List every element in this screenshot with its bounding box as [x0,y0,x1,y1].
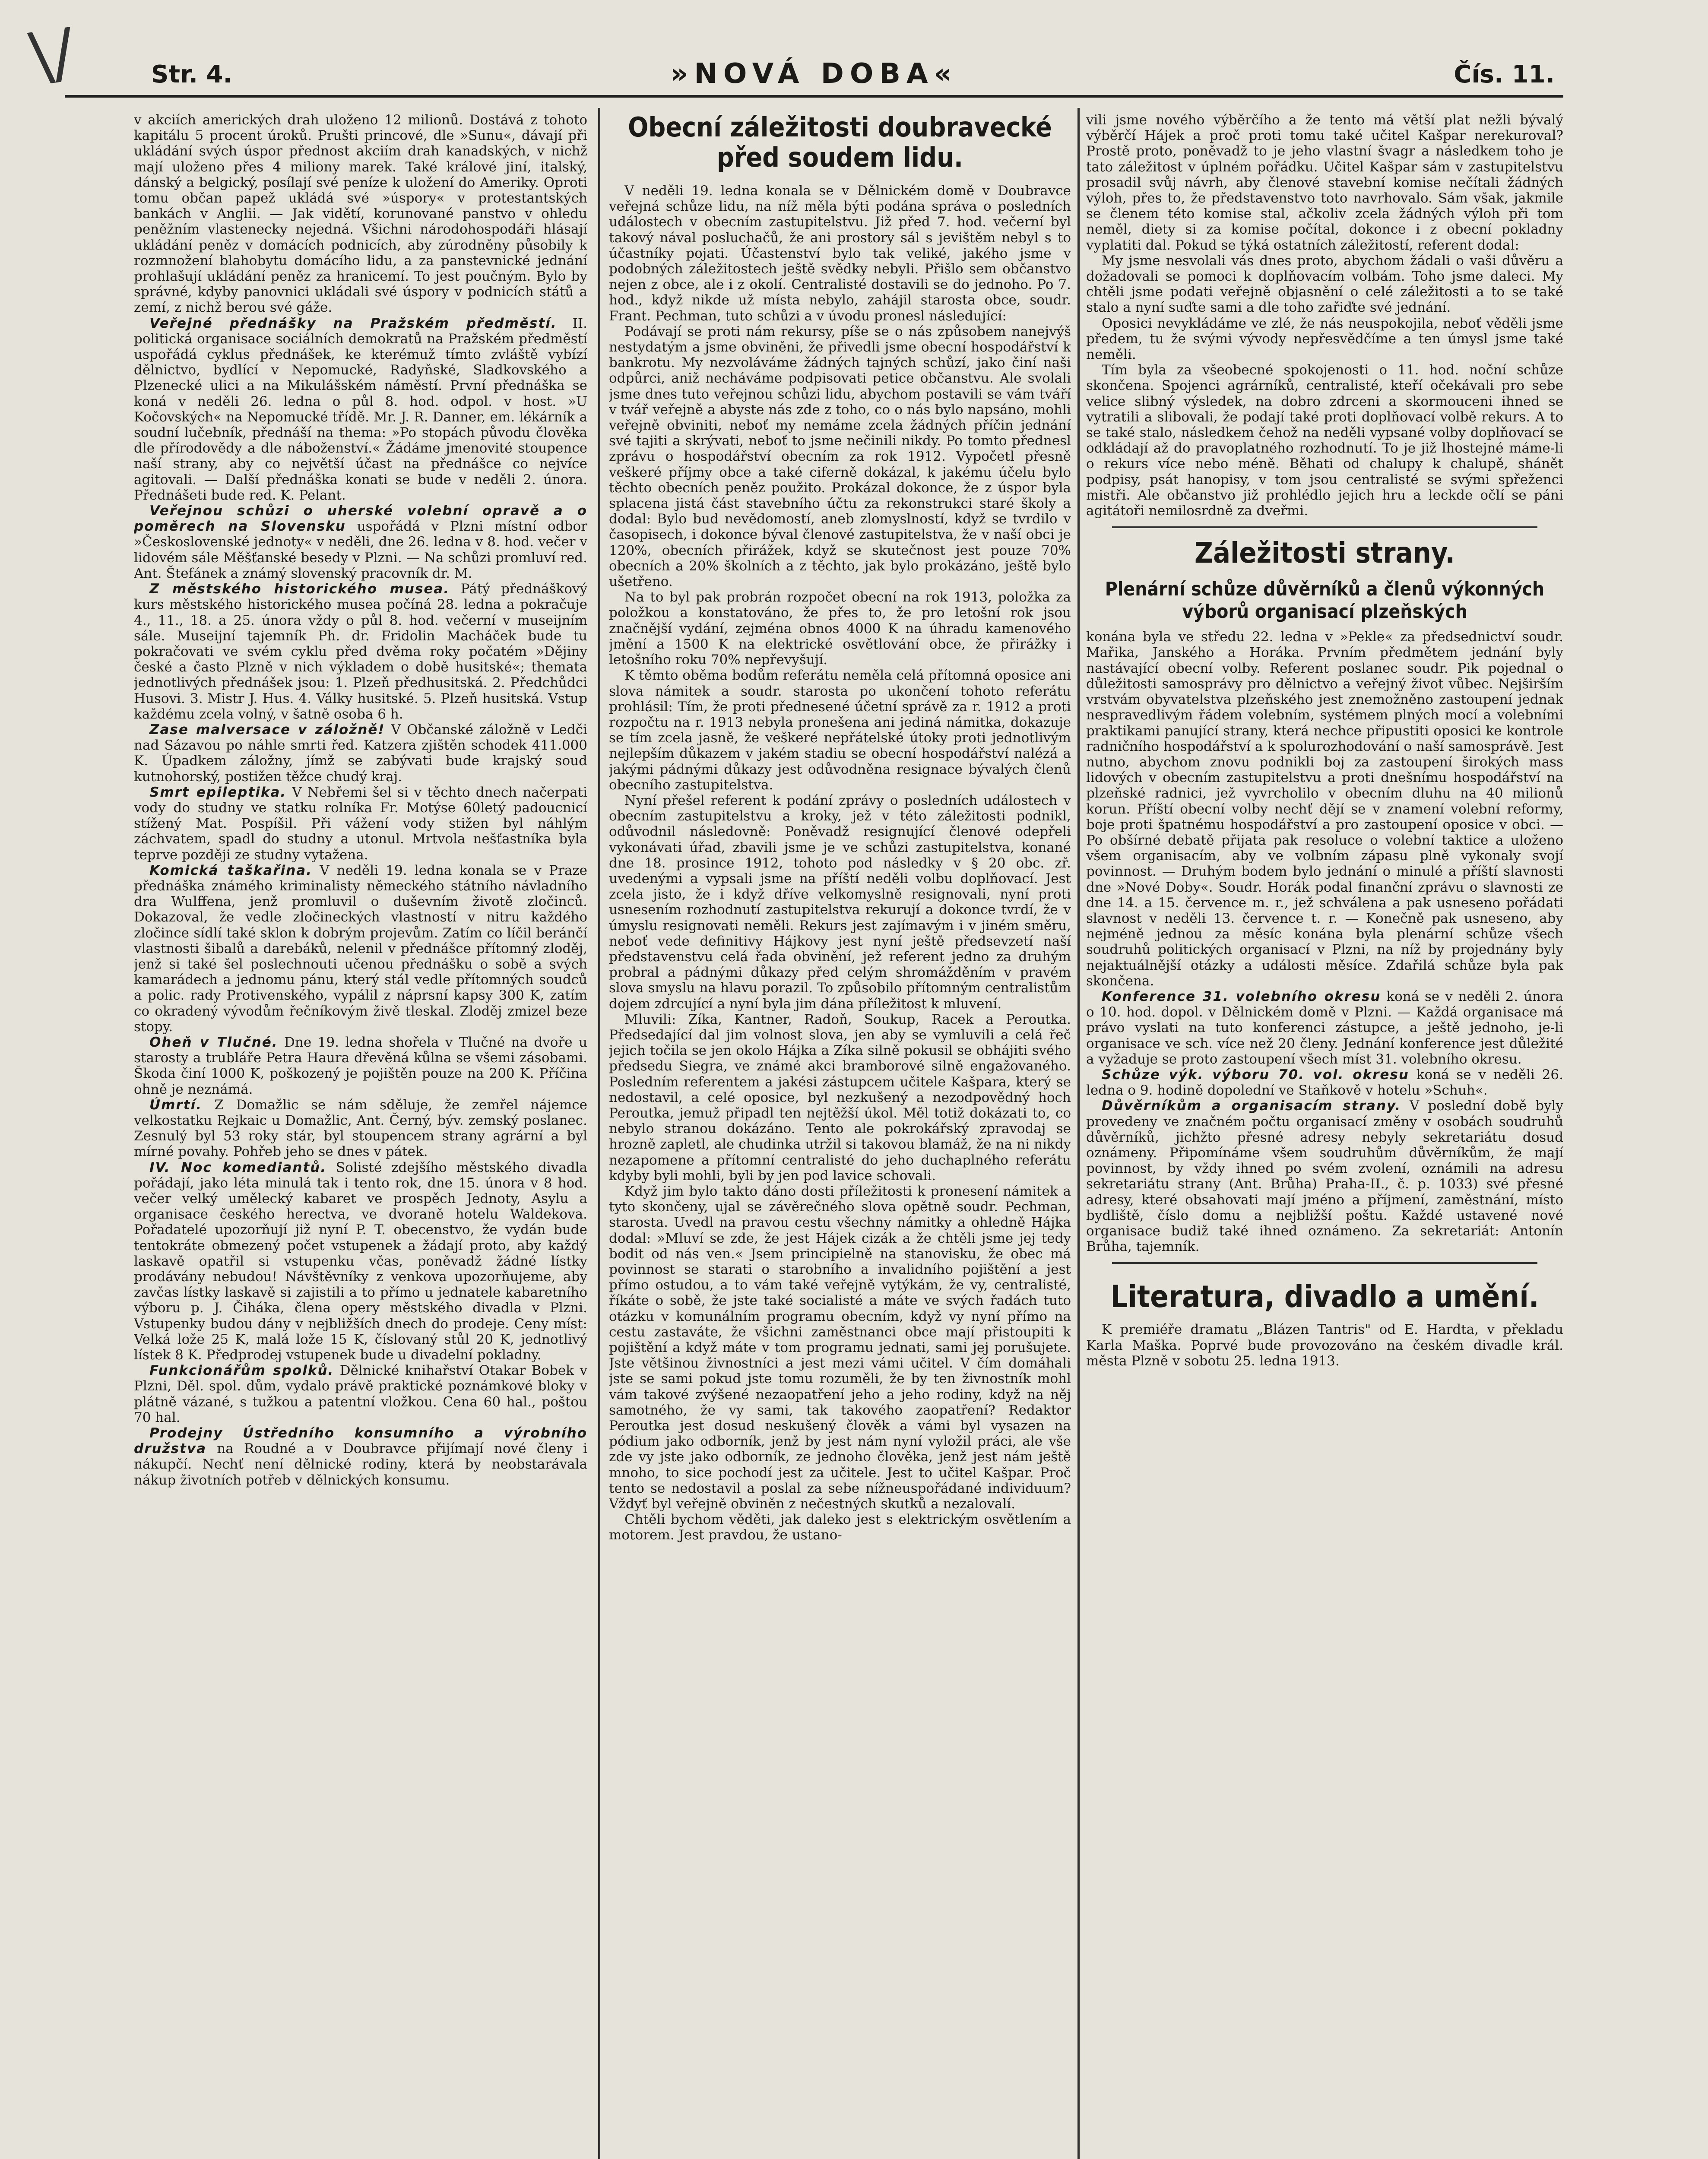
column-1 [134,112,587,2159]
news-item-heading: Z městského historického musea. [149,581,450,597]
column-rule [598,108,600,2159]
paragraph: Tím byla za všeobecné spokojenosti o 11. hod. noční schůze skončena. Spojenci agrárníků, centralisté, kteří očekávali pro sebe velice slibný výsledek, na dobro zdrceni a skormouceni ihned se vytratili a slibovali, že podají také proti doplňovací volbě rekurs. A to se také stalo, následkem čehož na neděli vypsané volby doplňovací se odkládají až do pravoplatného rozhodnutí. To je již lhostejné máme-li o rekurs více nebo méně. Běhati od chalupy k chalupě, shánět podpisy, psát hanopisy, v tom jsou centralisté se svými spřeženci mistři. Ale občanstvo již prohlédlo jejich hru a leckde očlí se páni agitátoři nemilosrdně za dveřmi. [1086,362,1563,519]
news-item [134,1097,587,1160]
page-number: Str. 4. [151,60,232,89]
margin-mark: \/ [25,14,79,95]
paragraph: K těmto oběma bodům referátu neměla celá přítomná oposice ani slova námitek a soudr. starosta po ukončení tohoto referátu prohlásil: Tím, že proti přednesené účetní správě za r. 1912 a proti rozpočtu na r. 1913 nebyla pronešena ani jediná námitka, dokazuje se tím zcela jasně, že veškeré nepřátelské útoky proti jednotlivým nejlepším důkazem v jakém stadiu se obecní hospodářství nalézá a jakými pádnými důkazy jest odůvodněna resignace bývalých členů obecního zastupitelstva. [609,668,1071,793]
news-item-text: Pátý přednáškový kurs městského historického musea počíná 28. ledna a pokračuje 4., 11., 18. a 25. února vždy o půl 8. hod. večerní v museijním sále. Museijní tajemník Ph. dr. Fridolin Macháček bude tu pokračovati ve svém cyklu před dvěma roky počatém »Dějiny české a často Plzně v nich výkladem o době husitské«; themata jednotlivých přednášek jsou: 1. Plzeň předhusitská. 2. Předchůdci Husovi. 3. Mistr J. Hus. 4. Války husitské. 5. Plzeň husitská. Vstup každému zcela volný, v šatně osoba 6 h. [134,581,587,722]
news-item [134,1363,587,1425]
paragraph: My jsme nesvolali vás dnes proto, abychom žádali o vaši důvěru a dožadovali se pomoci k doplňovacím volbám. Toho jsme daleci. My chtěli jsme podati veřejně objasnění o celé záležitosti a to se také stalo a nyní suďte sami a dle toho zařiďte své jednání. [1086,253,1563,316]
news-item [134,785,587,863]
news-item-heading: Úmrtí. [149,1097,202,1113]
news-item [134,1035,587,1097]
news-item-heading: Veřejnou schůzi o uherské volební opravě a o poměrech na Slovensku [134,503,587,535]
page-header [65,47,1563,98]
paragraph: V neděli 19. ledna konala se v Dělnickém domě v Doubravce veřejná schůze lidu, na níž měla býti podána správa o posledních událostech v obecním zastupitelstvu. Již před 7. hod. večerní byl takový nával posluchačů, že ani prostory sál s jevištěm nebyl s to účastníky pojati. Účastenství bylo tak veliké, jakého jsme v podobných záležitostech ještě svědky nebyli. Přišlo sem občanstvo nejen z obce, ale i z okolí. Centralisté dostavili se do jednoho. Po 7. hod., když nikde už místa nebylo, zahájil starosta obce, soudr. Frant. Pechman, tuto schůzi a v úvodu pronesl následující: [609,183,1071,324]
news-item-text: V poslední době byly provedeny ve značném počtu organisací změny v osobách soudruhů důvěrníků, jichžto přesné adresy nebyly sekretariátu dosud oznámeny. Připomínáme všem soudruhům důvěrníkům, že mají povinnost, by vždy ihned po svém zvolení, oznámili na adresu sekretariátu strany (Ant. Brůha) Praha-II., č. p. 1033) své přesné adresy, které obsahovati mají jméno a příjmení, zaměstnání, místo bydliště, číslo domu a nejbližší poštu. Každé ustavené nové organisace budiž také ihned oznámeno. Za sekretariát: Antonín Brůha, tajemník. [1086,1098,1563,1255]
paragraph: vili jsme nového výběrčího a že tento má větší plat nežli bývalý výběrčí Hájek a proč proti tomu také učitel Kašpar nerekuroval? Prostě proto, poněvadž to je jeho vlastní švagr a následkem toho je tato záležitost v úplném pořádku. Učitel Kašpar sám v zastupitelstvu prosadil svůj návrh, aby členové stavební komise nečítali žádných výloh, přes to, že představenstvo toto navrhovalo. Sám však, jakmile se členem této komise stal, ačkoliv zcela žádných výloh při tom neměl, diety si za komise počítal, dokonce i z obecní pokladny vyplatiti dal. Pokud se týká ostatních záležitostí, referent dodal: [1086,112,1563,253]
news-item-text: koná se v neděli 26. ledna o 9. hodině dopolední ve Staňkově v hotelu »Schuh«. [1086,1067,1563,1098]
news-item [134,1425,587,1488]
paragraph: Chtěli bychom věděti, jak daleko jest s elektrickým osvětlením a motorem. Jest pravdou, že ustano- [609,1512,1071,1543]
literature-title: Literatura, divadlo a umění. [1110,1279,1539,1315]
news-item [134,863,587,1035]
news-item-text: V Občanské záložně v Ledči nad Sázavou po náhle smrti řed. Katzera zjištěn schodek 411.000 K. Úpadkem záložny, jímž se zabývati bude krajský soud kutnohorský, postižen těžce chudý kraj. [134,722,587,785]
news-item [1086,1067,1563,1098]
news-item-heading: Veřejné přednášky na Pražském předměstí. [149,315,557,331]
column-3 [1086,112,1563,2159]
news-item-heading: IV. Noc komediantů. [149,1159,327,1175]
news-item-heading: Důvěrníkům a organisacím strany. [1102,1098,1401,1114]
news-item-text: Dne 19. ledna shořela v Tlučné na dvoře u starosty a trubláře Petra Haura dřevěná kůlna se všemi zásobami. Škoda činí 1000 K, poškozený je pojištěn pouze na 200 K. Příčina ohně je neznámá. [134,1034,587,1097]
news-item-text: Z Domažlic se nám sděluje, že zemřel nájemce velkostatku Rejkaic u Domažlic, Ant. Černý, býv. zemský poslanec. Zesnulý byl 53 roky stár, byl stoupencem strany agrární a byl mírné povahy. Pohřeb jeho se dnes v pátek. [134,1097,587,1160]
news-item-text: V neděli 19. ledna konala se v Praze přednáška známého kriminalisty německého státního návladního dra Wulffena, jenž promluvil o duševním životě zločinců. Dokazoval, že vedle zločineckých vlastností v nitru každého zločince sídlí také sklon k dobrým projevům. Zatím co líčil beránčí vlastnosti šibalů a darebáků, nelenil v přednášce přítomný zloděj, jenž si také šel poslechnouti učenou přednášku o sobě a svých kamarádech a jednomu pánu, který stál vedle přítomných soudců a polic. rady Protivenského, vypálil z náprsní kapsy 300 K, zatím co okradený vývodům řečníkovým živě tleskal. Zloděj zmizel beze stopy. [134,862,587,1035]
paragraph: Podávají se proti nám rekursy, píše se o nás způsobem nanejvýš nestydatým a jsme obviněni, že přivedli jsme obecní hospodářství k bankrotu. My nezvoláváme žádných tajných schůzí, jako činí naši odpůrci, aniž necháváme podpisovati petice občanstvu. Ale svolali jsme dnes tuto veřejnou schůzi lidu, abychom postavili se vám tváří v tvář veřejně a abyste nás zde z toho, co o nás bylo napsáno, mohli veřejně obviniti, neboť my nemáme zcela žádných příčin jednání své tajiti a skrývati, neboť to jsme nečinili nikdy. Po tomto přednesl zprávu o hospodářství obecním za rok 1912. Vypočetl přesně veškeré příjmy obce a také ciferně dokázal, k jakému účelu bylo těchto obecních peněz použito. Prokázal dokonce, že z úspor byla splacena jistá část stavebního účtu za rekonstrukci staré školy a dodal: Bylo bud nevědomostí, aneb zlomyslností, když se tvrdilo v časopisech, i dokonce býval členové zastupitelstva, že v naší obci je 120%, obecních přirážek, když se skutečnost jest pouze 70% obecních a 20% školních a z těchto, jak bylo prokázáno, ještě bylo ušetřeno. [609,323,1071,590]
paragraph: Nyní přešel referent k podání zprávy o posledních událostech v obecním zastupitelstvu a kroky, jež v této záležitosti podnikl, odůvodnil následovně: Poněvadž resignující členové odepřeli vykonávati úřad, zbavili jsme je ve schůzi zastupitelstva, konané dne 18. prosince 1912, tohoto pod následky v § 20 obc. zř. uvedenými a vypsali jsme na příští neděli volbu doplňovací. Jest zcela jisto, že i když dříve velkomyslně resignovali, nyní proti usnesením rozhodnutí zastupitelstva rekurují a dokonce tvrdí, že v úmyslu resignovati neměli. Rekurs jest zajímavým i v jiném směru, neboť vede definitivy Hájkovy jest nyní ještě předsevzetí naší představenstvu celá řada obvinění, jež referent jedno za druhým probral a pádnými důkazy před celým shromážděním v pravém slova smyslu na hlavu porazil. To způsobilo přítomným centralistům dojem zdrcující a nyní byla jim dána příležitost k mluvení. [609,792,1071,1012]
literature-text: K premiéře dramatu „Blázen Tantris" od E. Hardta, v překladu Karla Maška. Poprvé bude provozováno na českém divadle král. města Plzně v sobotu 25. ledna 1913. [1086,1322,1563,1369]
news-item-text: Dělnické knihařství Otakar Bobek v Plzni, Děl. spol. dům, vydalo právě praktické poznámkové bloky v plátně vázané, s tužkou a patentní vložkou. Cena 60 hal., poštou 70 hal. [134,1363,587,1425]
intro-paragraph: v akciích amerických drah uloženo 12 milionů. Dostává z tohoto kapitálu 5 procent úroků. Prušti princové, dle »Sunu«, dávají při ukládání svých úspor přednost akciím drah kanadských, v nichž mají uloženo přes 4 miliony marek. Také králové jiní, italský, dánský a belgický, posílají své peníze k uložení do Ameriky. Oproti tomu občan papež ukládá své »úspory« v protestantských bankách v Anglii. — Jak vidětí, korunované panstvo v ohledu peněžním vlastenecky nejedná. Všichni národohospodáři hlásají ukládání peněz v domácích podnicích, aby zúrodněny působily k rozmnožení blahobytu domácího lidu, a za panstevnické jednání prohlašují ukládání peněz za hranicemí. To jest poučným. Bylo by správné, kdyby panovnici ukládali své úspory v podnicích států a zemí, z nichž berou své gáže. [134,112,587,316]
newspaper-title: »NOVÁ DOBA« [670,58,958,90]
news-item-heading: Schůze výk. výboru 70. vol. okresu [1102,1067,1409,1083]
paragraph: Na to byl pak probrán rozpočet obecní na rok 1913, položka za položkou a konstatováno, že přes to, že pro letošní rok jsou značnější vydání, zejména obnos 4000 K na úhradu kamenového jmění a 1500 K na elektrické osvětlování obce, že přirážky i letošního roku 70% nepřevyšují. [609,589,1071,668]
news-item [134,503,587,581]
news-item-text: V Nebřemi šel si v těchto dnech načerpati vody do studny ve statku rolníka Fr. Motýse 60letý padoucnicí stížený Mat. Pospíšil. Při vážení vody stižen byl náhlým záchvatem, spadl do studny a utonul. Mrtvola nešťastníka byla teprve později ze studny vytažena. [134,784,587,863]
news-item-text: koná se v neděli 2. února o 10. hod. dopol. v Dělnickém domě v Plzni. — Každá organisace má právo vyslati na tuto konferenci zástupce, a ještě jednoho, je-li organisace ve sch. více než 20 členy. Jednání konference jest důležité a vyžaduje se proto zastoupení všech míst 31. volebního okresu. [1086,988,1563,1067]
news-item-text: Solisté zdejšího městského divadla pořádají, jako léta minulá tak i tento rok, dne 15. února v 8 hod. večer velký umělecký kabaret ve prospěch Jednoty, Asylu a organisace českého herectva, ve dvoraně hotelu Waldekova. Pořadatelé upozorňují již nyní P. T. obecenstvo, že vydán bude tentokráte obmezený počet vstupenek a žádají proto, aby každý laskavě opatřil si vstupenku včas, poněvadž žádné lístky prodávány nebudou! Návštěvníky z venkova upozorňujeme, aby zavčas lístky laskavě si zajistili a to přímo u jednatele kabaretního výboru p. J. Čiháka, člena opery městského divadla v Plzni. Vstupenky budou dány v nejbližších dnech do prodeje. Ceny míst: Velká lože 25 K, malá lože 15 K, číslovaný stůl 20 K, jednotlivý lístek 8 K. Předprodej vstupenek bude u divadelní pokladny. [134,1159,587,1363]
news-item-heading: Prodejny Ústředního konsumního a výrobního družstva [134,1425,587,1457]
news-item-text: II. politická organisace sociálních demokratů na Pražském předměstí uspořádá cyklus přednášek, ke kterémuž tímto zvláště vybízí dělnictvo, bydlící v Nepomucké, Radyňské, Sladkovského a Plzenecké ulici a na Mikulášském náměstí. První přednáška se koná v neděli 26. ledna o půl 8. hod. odpol. v host. »U Kočovských« na Nepomucké třídě. Mr. J. R. Danner, em. lékárník a soudní lučebník, přednáší na thema: »Po stopách původu člověka dle přírodovědy a dle náboženství.« Žádáme jmenovité stoupence naší strany, aby co největší účast na přednášce co nejvíce agitovali. — Další přednáška konati se bude v neděli 2. února. Přednášeti bude red. K. Pelant. [134,315,587,503]
news-item-text: na Roudné a v Doubravce přijímají nové členy i nákupčí. Nechť není dělnické rodiny, která by neobstarávala nákup životních potřeb v dělnických konsumu. [134,1441,587,1488]
section-title: Záležitosti strany. [1194,536,1455,570]
news-item-heading: Funkcionářům spolků. [149,1363,334,1379]
news-item-heading: Smrt epileptika. [149,784,287,800]
paragraph: Oposici nevykládáme ve zlé, že nás neuspokojila, neboť věděli jsme předem, tu že svými vývody nepřesvědčíme a ten úmysl jsme také neměli. [1086,315,1563,363]
news-item-heading: Komická taškařina. [149,862,312,878]
news-item-heading: Konference 31. volebního okresu [1102,988,1381,1004]
paragraph: Když jim bylo takto dáno dosti příležitosti k pronesení námitek a tyto skončeny, ujal se závěrečného slova opětně soudr. Pechman, starosta. Uvedl na pravou cestu všechny námitky a ohledně Hájka dodal: »Mluví se zde, že jest Hájek cizák a že chtěli jsme jej tedy bodit od nás ven.« Jsem principielně na stanovisku, že obec má povinnost se starati o starobního a invalidního pojištění a jest přímo ostudou, a to vám také veřejně vytýkám, že vy, centralisté, říkáte o sobě, že jste také socialisté a máte ve svých řadách tuto otázku v komunálním programu obecním, když vy nyní přímo na cestu zastaváte, že všichni zaměstnanci obce mají přistoupiti k pojištění a když máte v tom programu jednati, sami jej porušujete. Jste většinou živnostníci a jest mezi vámi učitel. V čím domáhali jste se sami pokud jste tomu rozuměli, že by ten živnostník mohl vám takové zvýšené nezaopatření jeho a jeho rodiny, když na něj samotného, že vy sami, tak takového zaopatření? Redaktor Peroutka jest dosud neskušený člověk a vámi byl vysazen na pódium jako odborník, jenž by jest nám nyní vyložil práci, ale vše zde vy jste jako odborník, ze jednoho člověka, jenž jest nám ještě mnoho, to sice pochodí jest za učitele. Jest to učitel Kašpar. Proč tento se nedostavil a poslal za sebe nížneuspořádané individuum? Vždyť byl veřejně obviněn z nečestných skutků a nezalovalí. [609,1184,1071,1512]
news-item [134,1160,587,1363]
news-item [1086,989,1563,1067]
divider [1112,526,1537,528]
column-2 [609,112,1071,2159]
news-item [134,722,587,785]
news-item-text: uspořádá v Plzni místní odbor »Československé jednoty« v neděli, dne 26. ledna v 8. hod. večer v lidovém sále Měšťanské besedy v Plzni. — Na schůzi promluví red. Ant. Štefánek a známý slovenský pracovník dr. M. [134,519,587,581]
divider [1112,1262,1537,1264]
news-item [134,581,587,722]
paragraph: Mluvili: Zíka, Kantner, Radoň, Soukup, Racek a Peroutka. Předsedající dal jim volnost slova, jen aby se vymluvili a celá řeč jejich točila se jen okolo Hájka a Zíka silně pokusil se obhájiti svého předsedu Siegra, ve známé akci bramborové silně engažovaného. Posledním referentem a jakési zástupcem učitele Kašpara, který se nedostavil, a celé oposice, byl nezkušený a nezodpovědný hoch Peroutka, jemuž připadl ten nejtěžší úkol. Měl totiž dokázati to, co nebylo stranou dokázáno. Tento ale pokrokářský zpravodaj se hrozně zapletl, ale chudinka utržil si takovou blamáž, že na ni nikdy nezapomene a přítomní centralisté do jeho duchaplného referátu kdyby byli mohli, byli by jen pod lavice schovali. [609,1011,1071,1184]
news-item-heading: Zase malversace v záložně! [149,722,385,738]
article-title: Obecní záležitosti doubravecké před soudem lidu. [627,112,1052,173]
news-item [1086,1098,1563,1254]
subsection-title: Plenární schůze důvěrníků a členů výkonných výborů organisací plzeňských [1105,578,1545,623]
news-item-heading: Oheň v Tlučné. [149,1034,278,1050]
issue-number: Čís. 11. [1454,60,1555,89]
column-rule [1077,108,1080,2159]
news-item [134,316,587,503]
paragraph: konána byla ve středu 22. ledna v »Pekle« za předsednictví soudr. Mařika, Janského a Horáka. Prvním předmětem jednání byly nastávající obecní volby. Referent poslanec soudr. Pik pojednal o důležitosti samosprávy pro dělnictvo a veřejný život vůbec. Nejširším vrstvám obyvatelstva plzeňského jest znemožněno zastoupení jednak nespravedlivým řádem volebním, systémem plných mocí a volebními praktikami panující strany, která nechce připustiti oposici ke kontrole radničního hospodářství a k spolurozhodování o naší samosprávě. Jest nutno, abychom znovu podnikli boj za zastoupení širokých mass lidových v obecním zastupitelstvu a proti dnešnímu hospodářství na plzeňské radnici, jež vyvrcholilo v obecním dluhu na 40 milionů korun. Příští obecní volby nechť dějí se v znamení volební reformy, boje proti špatnému hospodářství a pro zastoupení oposice v obci. — Po obšírné debatě přijata pak resoluce o volební taktice a uloženo všem organisacím, aby ve volbním zápasu plně vykonaly svojí povinnost. — Druhým bodem bylo jednání o minulé a příští slavnosti dne »Nové Doby«. Soudr. Horák podal finanční zprávu o slavnosti ze dne 14. a 15. července m. r., jež schválena a pak usneseno pořádati slavnost v neděli 13. července t. r. — Konečně pak usneseno, aby nejméně jednou za měsíc konána byla plenární schůze všech soudruhů politických organisací v Plzni, na níž by projednány byly nejaktuálnější otázky a události měsíce. Zdařilá schůze byla pak skončena. [1086,629,1563,989]
